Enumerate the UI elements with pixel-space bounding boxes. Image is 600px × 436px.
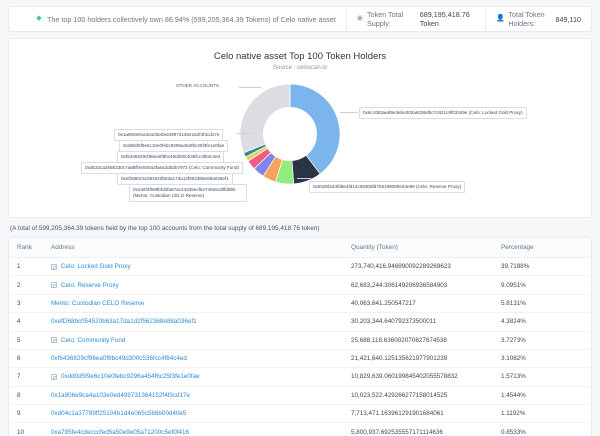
th-percentage[interactable]: Percentage xyxy=(493,238,591,258)
callout-addr-dd0d5: 0xd80d5f9e6c10e0febc9296a454f6c25f3fe1e0fae xyxy=(119,140,228,152)
table-row xyxy=(9,349,591,367)
address-link[interactable]: 0xa785fe4cdecccfed5a50e9e05a71200c5ef0f416 xyxy=(51,428,189,436)
cell-quantity: 40,063,641.250547217 xyxy=(343,294,493,312)
chart-title: Celo native asset Top 100 Token Holders xyxy=(213,51,387,62)
stat-total-holders-value: 849,110 xyxy=(555,14,581,24)
table-row xyxy=(9,294,591,312)
donut-svg xyxy=(231,75,349,193)
th-quantity[interactable]: Quantity (Token) xyxy=(343,238,493,258)
cell-percentage: 9.0951% xyxy=(493,276,591,294)
cell-address xyxy=(43,349,343,367)
address-cell xyxy=(51,392,335,399)
chart-card xyxy=(8,38,592,218)
cell-percentage: 0.8533% xyxy=(501,428,526,436)
cell-quantity: 5,800,937.692535557171114636 xyxy=(351,428,443,436)
cell-address xyxy=(43,331,343,349)
cell-percentage: 1.5713% xyxy=(493,368,591,386)
address-cell xyxy=(51,373,335,380)
stat-total-holders xyxy=(485,7,591,31)
address-link[interactable]: Mento: Custodian CELO Reserve xyxy=(51,299,145,307)
users-icon: 👤 xyxy=(496,15,506,22)
table-row xyxy=(9,276,591,294)
stat-total-supply-value: 689,195,418.76 Token xyxy=(419,10,470,28)
th-rank[interactable]: Rank xyxy=(9,238,43,258)
stat-total-supply xyxy=(346,7,486,31)
cell-percentage: 1.1192% xyxy=(493,405,591,423)
chart-subtitle: Source : celoscan.io xyxy=(272,65,328,71)
cell-quantity: 10,023,522.429266277158014525 xyxy=(343,386,493,404)
total-note: (A total of 599,205,364.39 tokens held by the top 100 accounts from the total supply of 689,195,418.76 token) xyxy=(10,225,320,232)
address-cell xyxy=(51,337,335,344)
table-header-row xyxy=(9,238,591,258)
cell-address xyxy=(43,368,343,386)
table-row xyxy=(9,386,591,404)
contract-icon xyxy=(51,282,57,288)
leader-reserve-proxy xyxy=(297,178,311,179)
stat-total-holders-label: Total Token Holders: xyxy=(508,10,545,28)
address-link[interactable]: 0xd04c1a37789ff25104b1d4e065c586b00d40e5 xyxy=(51,410,187,418)
address-cell xyxy=(51,429,335,436)
callout-addr-f64368: 0xf6436829cf96ea0f8bc49d300c536fcc4f84c4ed xyxy=(117,151,224,163)
table-row xyxy=(9,313,591,331)
address-link[interactable]: Celo: Community Fund xyxy=(61,336,126,344)
table-head xyxy=(9,238,591,258)
address-cell xyxy=(51,355,335,362)
cell-percentage: 4.3824% xyxy=(493,313,591,331)
cell-address xyxy=(43,276,343,294)
callout-addr-ef2680: 0xef2680c5c054520b63a17da12f562368e88a036ef1 xyxy=(117,173,233,185)
diamond-icon: ◆ xyxy=(36,15,42,22)
cell-quantity: 30,203,344.640792373500011 xyxy=(343,313,493,331)
contract-icon xyxy=(51,374,57,380)
cell-address xyxy=(43,386,343,404)
table-row xyxy=(9,331,591,349)
cell-rank: 4 xyxy=(9,313,43,331)
cell-percentage: 3.1082% xyxy=(493,349,591,367)
table-row xyxy=(9,405,591,423)
address-link[interactable]: 0x1a906e9ca4a103e0ed499731364152f4f3cd17e xyxy=(51,391,191,399)
cell-quantity: 273,740,416.946990092289269623 xyxy=(343,258,493,276)
cell-rank: 7 xyxy=(9,368,43,386)
leader-addr-1a906e xyxy=(237,133,251,134)
cell-quantity: 7,713,471.163961291901684061 xyxy=(343,405,493,423)
contract-icon xyxy=(51,264,57,270)
address-link[interactable]: 0xdd0d5f9e6c10e0febc9296a454f6c25f3fe1e0fae xyxy=(61,373,200,381)
holders-table xyxy=(9,238,591,436)
cell-address xyxy=(43,294,343,312)
chart-area xyxy=(9,73,591,205)
address-cell xyxy=(51,318,335,325)
th-address[interactable]: Address xyxy=(43,238,343,258)
cell-rank: 3 xyxy=(9,294,43,312)
stat-top-holders xyxy=(9,7,346,31)
callout-mento-custodian: 0x246f4f599bfd3fa67ac44335ecf5e749e518ffd8bb (Mento: Custodian CELO Reserve) xyxy=(129,184,247,202)
cell-rank: 8 xyxy=(9,386,43,404)
cell-rank: 9 xyxy=(9,405,43,423)
cell-percentage: 3.7273% xyxy=(493,331,591,349)
address-link[interactable]: 0xf6436829cf96ea0f8bc49d300c536fcc4f84c4ed xyxy=(51,355,187,363)
table-row xyxy=(9,423,591,436)
cell-percentage: 39.7188% xyxy=(493,258,591,276)
cell-address xyxy=(43,313,343,331)
leader-locked-gold xyxy=(340,112,358,113)
address-cell xyxy=(51,300,335,307)
stat-total-supply-label: Token Total Supply: xyxy=(367,10,404,28)
cell-percentage: 5.8131% xyxy=(493,294,591,312)
stats-bar xyxy=(8,6,592,32)
cell-quantity: 10,829,639.060199845402055578832 xyxy=(343,368,493,386)
address-link[interactable]: 0xefD68bc054520b63a17da1d2f562368e88a036ef1 xyxy=(51,318,197,326)
cell-rank: 1 xyxy=(9,258,43,276)
callout-reserve-proxy: 0x93d0fa34fd9e4fd14c06305fd7b6199089ed4e89 (Celo: Reserve Proxy) xyxy=(309,181,465,193)
holders-table-card xyxy=(8,237,592,436)
address-link[interactable]: Celo: Reserve Proxy xyxy=(61,281,119,289)
cell-percentage: 1.4544% xyxy=(493,386,591,404)
callout-addr-1a906e: 0x1a906e9ca4a103e0ed499731364152f4f3cd17e xyxy=(114,129,223,141)
cell-quantity: 21,421,640.125135621977901239 xyxy=(343,349,493,367)
callout-other-accounts: OTHER ACCOUNTS xyxy=(176,83,219,88)
cell-rank: 5 xyxy=(9,331,43,349)
cell-address xyxy=(43,423,343,436)
table-row xyxy=(9,368,591,386)
address-cell xyxy=(51,263,335,270)
callout-community-fund: 0xd533ca259b330c7a88ff4e000a3faea2d63b7972 (Celo: Community Fund) xyxy=(81,162,243,174)
cell-rank: 6 xyxy=(9,349,43,367)
address-cell xyxy=(51,410,335,417)
coin-icon: ◉ xyxy=(356,15,363,22)
cell-rank: 2 xyxy=(9,276,43,294)
cell-quantity: 62,683,244.306149206936584903 xyxy=(343,276,493,294)
stat-top-holders-label: The top 100 holders collectively own 86.94% (599,205,364.39 Tokens) of Celo native asset xyxy=(47,14,336,24)
cell-address xyxy=(43,405,343,423)
table-body xyxy=(9,258,591,436)
cell-quantity: 25,688,118.636002070827674538 xyxy=(343,331,493,349)
donut-chart xyxy=(231,75,349,193)
contract-icon xyxy=(51,337,57,343)
cell-rank: 10 xyxy=(17,428,25,436)
table-row xyxy=(9,258,591,276)
address-cell xyxy=(51,282,335,289)
callout-locked-gold: 0x6cc083aed9e3ebe302a6336dbc7c921c9f03349e (Celo: Locked Gold Proxy) xyxy=(359,107,527,119)
address-link[interactable]: Celo: Locked Gold Proxy xyxy=(61,263,131,271)
cell-address xyxy=(43,258,343,276)
leader-other xyxy=(239,87,261,88)
